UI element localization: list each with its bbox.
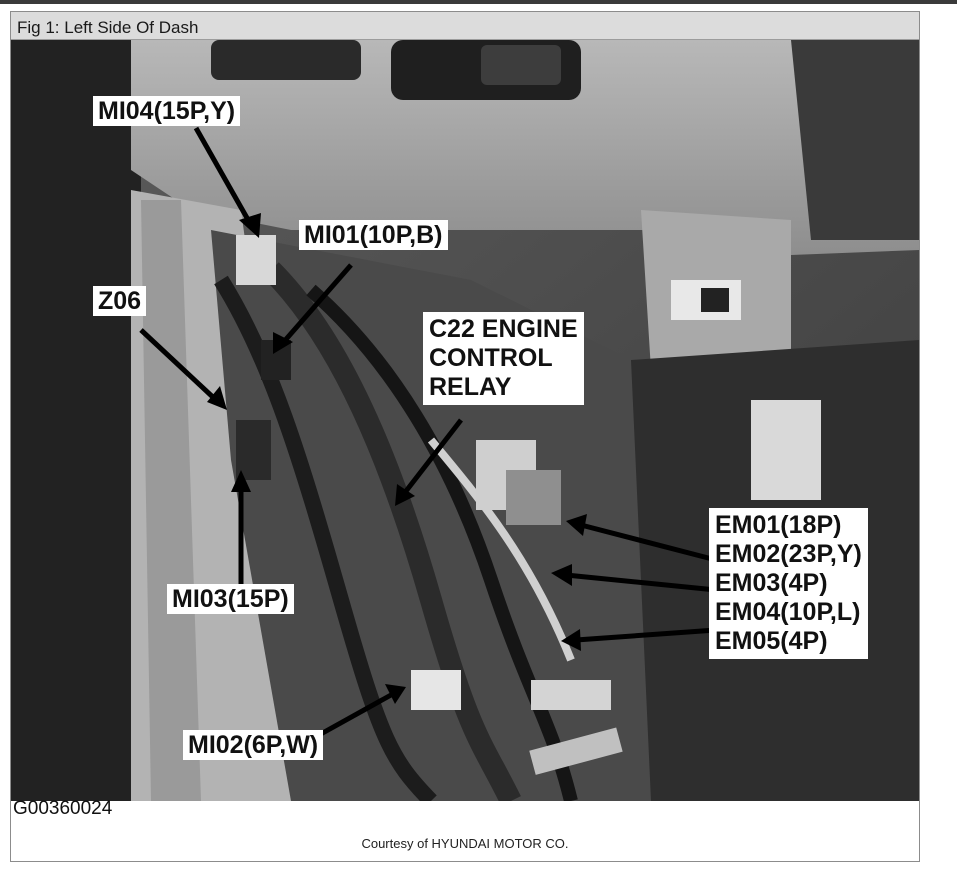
callout-mi03: MI03(15P) <box>167 584 294 614</box>
figure-reference-code: G00360024 <box>13 798 113 819</box>
dark-left-region <box>11 40 141 801</box>
c22-line-3: RELAY <box>429 373 512 401</box>
em02-label: EM02(23P,Y) <box>715 540 862 568</box>
callout-em-connectors <box>709 508 868 659</box>
callout-mi01: MI01(10P,B) <box>299 220 448 250</box>
em05-label: EM05(4P) <box>715 627 828 655</box>
relay-cap <box>506 470 561 525</box>
dashboard-wiring-photo <box>11 40 919 801</box>
callout-mi04: MI04(15P,Y) <box>93 96 240 126</box>
figure-title: Fig 1: Left Side Of Dash <box>17 18 199 37</box>
callout-mi02: MI02(6P,W) <box>183 730 323 760</box>
c22-line-2: CONTROL <box>429 344 553 372</box>
figure-title-bar <box>11 12 919 40</box>
switch-bezel <box>481 45 561 85</box>
photo-illustration <box>11 40 919 801</box>
figure-panel <box>10 11 920 862</box>
c22-line-1: C22 ENGINE <box>429 315 578 343</box>
steering-column-shroud <box>791 40 919 240</box>
callout-z06: Z06 <box>93 286 146 316</box>
bracket-lower <box>531 680 611 710</box>
em01-label: EM01(18P) <box>715 511 842 539</box>
bracket-slot <box>701 288 729 312</box>
em03-label: EM03(4P) <box>715 569 828 597</box>
connector-mi02 <box>411 670 461 710</box>
top-border <box>0 0 957 4</box>
callout-c22-engine-control-relay <box>423 312 584 405</box>
figure-credit: Courtesy of HYUNDAI MOTOR CO. <box>361 836 569 851</box>
em04-label: EM04(10P,L) <box>715 598 861 626</box>
vent-left <box>211 40 361 80</box>
white-connector-right <box>751 400 821 500</box>
connector-mi04 <box>236 235 276 285</box>
